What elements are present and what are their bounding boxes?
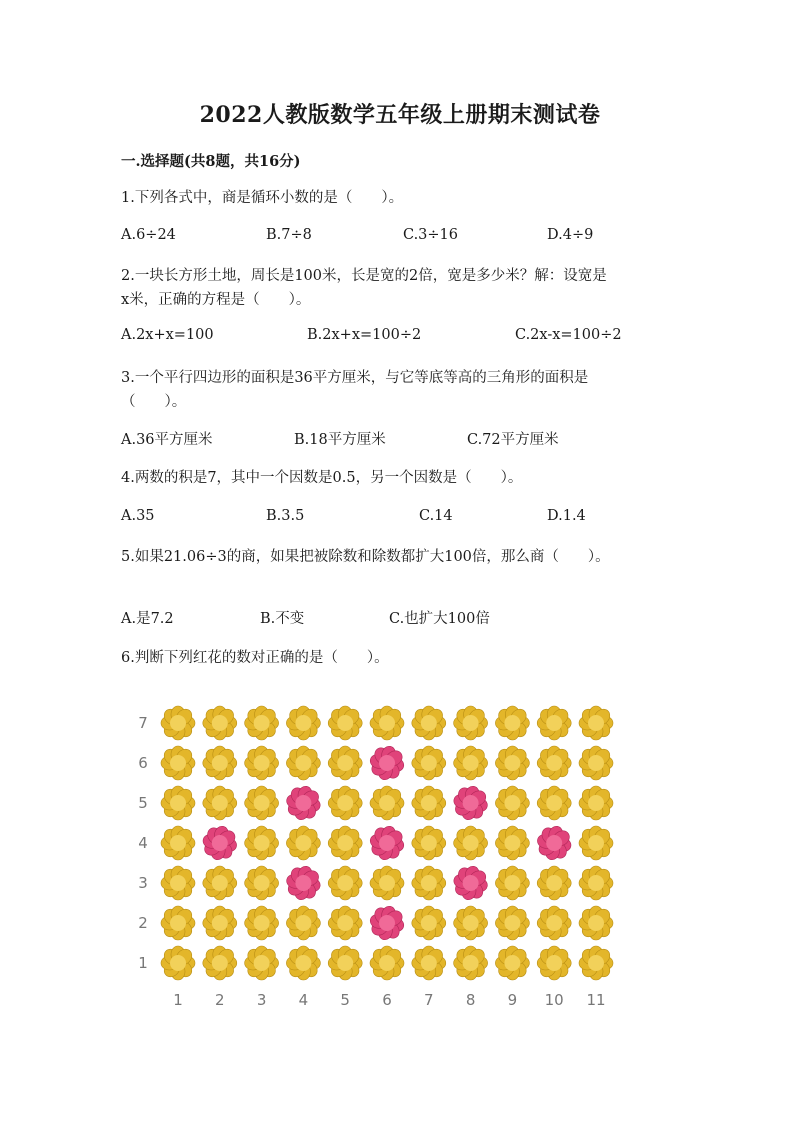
yellow-flower — [203, 946, 237, 980]
red-flower — [536, 825, 572, 861]
page-title: 2022人教版数学五年级上册期末测试卷 — [199, 102, 601, 128]
yellow-flower — [454, 826, 488, 860]
red-flower — [453, 865, 489, 901]
column-label: 9 — [507, 991, 518, 1009]
option-d[interactable]: D.1.4 — [547, 508, 586, 524]
question-text: 3.一个平行四边形的面积是36平方厘米，与它等底等高的三角形的面积是 — [121, 370, 589, 386]
question-text: 6.判断下列红花的数对正确的是（ ）。 — [121, 650, 389, 666]
yellow-flower — [412, 946, 446, 980]
question-5-options — [121, 607, 681, 627]
yellow-flower — [203, 906, 237, 940]
yellow-flower — [412, 906, 446, 940]
column-label: 5 — [340, 991, 350, 1009]
yellow-flower — [370, 946, 404, 980]
row-label: 4 — [138, 834, 148, 852]
question-text-cont: x米，正确的方程是（ ）。 — [121, 292, 311, 308]
question-1-options — [121, 227, 681, 247]
row-label: 5 — [138, 794, 148, 812]
yellow-flower — [537, 866, 571, 900]
option-d[interactable]: D.4÷9 — [547, 227, 594, 243]
yellow-flower — [161, 786, 195, 820]
yellow-flower — [537, 946, 571, 980]
yellow-flower — [412, 826, 446, 860]
option-b[interactable]: B.2x+x=100÷2 — [307, 327, 422, 343]
question-4 — [121, 466, 522, 490]
red-flower — [369, 825, 405, 861]
yellow-flower — [579, 906, 613, 940]
column-label: 7 — [424, 991, 434, 1009]
yellow-flower — [245, 706, 279, 740]
yellow-flower — [412, 786, 446, 820]
question-text: 2.一块长方形土地，周长是100米，长是宽的2倍，宽是多少米？解：设宽是 — [121, 268, 607, 284]
row-label: 3 — [138, 874, 148, 892]
yellow-flower — [245, 946, 279, 980]
yellow-flower — [495, 826, 529, 860]
yellow-flower — [203, 786, 237, 820]
red-flower — [285, 785, 321, 821]
yellow-flower — [495, 746, 529, 780]
option-c[interactable]: C.也扩大100倍 — [389, 611, 490, 627]
yellow-flower — [328, 946, 362, 980]
question-6 — [121, 646, 389, 670]
question-text-cont: （ ）。 — [121, 394, 187, 410]
yellow-flower — [454, 706, 488, 740]
yellow-flower — [537, 906, 571, 940]
option-b[interactable]: B.3.5 — [266, 508, 305, 524]
column-label: 10 — [544, 991, 564, 1009]
red-flower — [369, 905, 405, 941]
option-a[interactable]: A.2x+x=100 — [121, 327, 214, 343]
yellow-flower — [537, 746, 571, 780]
yellow-flower — [203, 706, 237, 740]
column-label: 6 — [382, 991, 392, 1009]
red-flower — [202, 825, 238, 861]
red-flower — [453, 785, 489, 821]
yellow-flower — [412, 866, 446, 900]
yellow-flower — [370, 706, 404, 740]
yellow-flower — [286, 906, 320, 940]
yellow-flower — [161, 906, 195, 940]
yellow-flower — [579, 706, 613, 740]
yellow-flower — [203, 866, 237, 900]
column-label: 3 — [256, 991, 267, 1009]
yellow-flower — [286, 706, 320, 740]
yellow-flower — [579, 946, 613, 980]
column-label: 8 — [465, 991, 476, 1009]
option-a[interactable]: A.是7.2 — [121, 611, 174, 627]
yellow-flower — [495, 706, 529, 740]
row-label: 6 — [138, 754, 148, 772]
option-a[interactable]: A.35 — [121, 508, 155, 524]
yellow-flower — [579, 746, 613, 780]
question-1 — [121, 186, 403, 210]
option-b[interactable]: B.不变 — [260, 611, 305, 627]
yellow-flower — [495, 786, 529, 820]
yellow-flower — [328, 706, 362, 740]
row-label: 1 — [138, 954, 148, 972]
yellow-flower — [328, 746, 362, 780]
question-2 — [121, 264, 607, 312]
yellow-flower — [161, 946, 195, 980]
row-label: 7 — [138, 714, 148, 732]
red-flower — [285, 865, 321, 901]
option-c[interactable]: C.72平方厘米 — [467, 432, 559, 448]
yellow-flower — [579, 866, 613, 900]
yellow-flower — [286, 826, 320, 860]
yellow-flower — [370, 786, 404, 820]
yellow-flower — [328, 826, 362, 860]
yellow-flower — [579, 786, 613, 820]
yellow-flower — [495, 946, 529, 980]
yellow-flower — [245, 826, 279, 860]
yellow-flower — [286, 946, 320, 980]
yellow-flower — [454, 746, 488, 780]
yellow-flower — [161, 746, 195, 780]
question-4-options — [121, 508, 681, 528]
question-2-options — [121, 327, 681, 347]
yellow-flower — [370, 866, 404, 900]
column-label: 4 — [298, 991, 309, 1009]
yellow-flower — [245, 866, 279, 900]
yellow-flower — [328, 906, 362, 940]
question-text: 5.如果21.06÷3的商，如果把被除数和除数都扩大100倍，那么商（ ）。 — [121, 549, 610, 565]
option-c[interactable]: C.2x-x=100÷2 — [515, 327, 622, 343]
yellow-flower — [328, 786, 362, 820]
yellow-flower — [579, 826, 613, 860]
option-c[interactable]: C.14 — [419, 508, 453, 524]
yellow-flower — [454, 906, 488, 940]
yellow-flower — [161, 866, 195, 900]
column-label: 2 — [215, 991, 225, 1009]
option-b[interactable]: B.7÷8 — [266, 227, 312, 243]
option-c[interactable]: C.3÷16 — [403, 227, 459, 243]
yellow-flower — [286, 746, 320, 780]
question-3 — [121, 366, 588, 414]
question-text: 1.下列各式中，商是循环小数的是（ ）。 — [121, 190, 404, 206]
yellow-flower — [245, 906, 279, 940]
yellow-flower — [203, 746, 237, 780]
question-5 — [121, 545, 610, 569]
yellow-flower — [245, 786, 279, 820]
yellow-flower — [328, 866, 362, 900]
column-label: 1 — [173, 991, 183, 1009]
red-flower — [369, 745, 405, 781]
yellow-flower — [495, 906, 529, 940]
yellow-flower — [495, 866, 529, 900]
yellow-flower — [412, 706, 446, 740]
yellow-flower — [161, 826, 195, 860]
yellow-flower — [454, 946, 488, 980]
yellow-flower — [537, 706, 571, 740]
yellow-flower — [537, 786, 571, 820]
yellow-flower — [161, 706, 195, 740]
row-label: 2 — [138, 914, 148, 932]
option-a[interactable]: A.6÷24 — [121, 227, 176, 243]
yellow-flower — [245, 746, 279, 780]
flower-grid-figure — [0, 690, 800, 1020]
section-heading: 一.选择题(共8题，共16分) — [121, 153, 301, 170]
column-label: 11 — [586, 991, 606, 1009]
yellow-flower — [412, 746, 446, 780]
option-b[interactable]: B.18平方厘米 — [294, 432, 386, 448]
option-a[interactable]: A.36平方厘米 — [121, 432, 213, 448]
question-text: 4.两数的积是7，其中一个因数是0.5，另一个因数是（ ）。 — [121, 470, 523, 486]
question-3-options — [121, 428, 681, 448]
